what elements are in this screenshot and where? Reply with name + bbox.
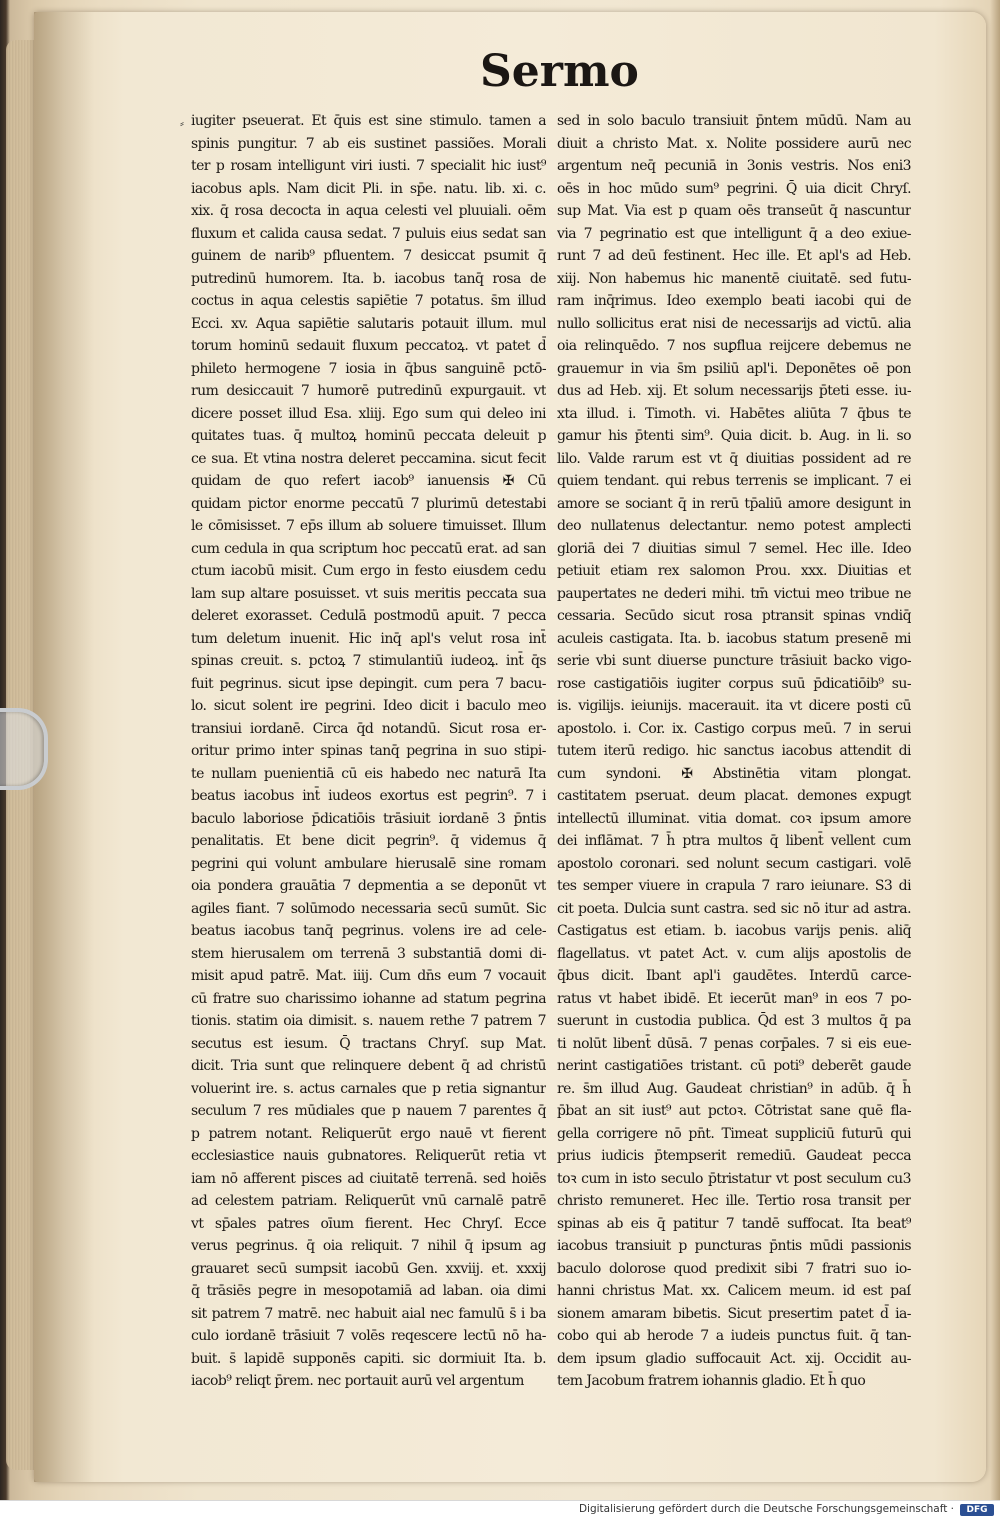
footer-credit: Digitalisierung gefördert durch die Deutsche Forschungsgemeinschaft · xyxy=(578,1503,954,1515)
text-line: aculeis castigata. Ita. b. iacobus statum presenē mi xyxy=(557,630,911,647)
text-line: rose castigatiōis iugiter corpus suū p̄dicatiōib⁹ su- xyxy=(557,675,911,692)
text-line: cobo qui ab herode 7 a iudeis punctus fuit. q̄ tan- xyxy=(557,1328,911,1344)
text-line: dicere posset illud Esa. xliij. Ego sum qui deleo ini xyxy=(191,405,546,422)
text-line: xix. q̄ rosa decocta in aqua celesti vel pluuiali. oēm xyxy=(191,203,546,219)
text-line: via 7 pegrinatio est que intelligunt q̄ a deo exiue- xyxy=(557,225,911,242)
text-line: spinis pungitur. 7 ab eis sustinet passiões. Morali xyxy=(191,135,546,152)
text-line: runt 7 ad deū festinent. Hec ille. Et apl's ad Heb. xyxy=(557,248,911,264)
page-heading: Sermo xyxy=(480,46,639,97)
text-line: oēs in hoc mūdo sum⁹ pegrini. Q̄ uia dicit Chryſ. xyxy=(557,180,911,197)
text-line: coctus in aqua celestis sapiētie 7 potatus. s̄m illud xyxy=(191,293,546,309)
page-clip-icon xyxy=(0,708,48,790)
text-line: ad celestem patriam. Reliquerūt vnū carnalē patrē xyxy=(191,1193,546,1209)
text-line: cum cedula in qua scriptum hoc peccatū erat. ad san xyxy=(191,540,546,557)
text-line: beatus iacobus tanq̄ pegrinus. volens ire ad cele- xyxy=(191,923,546,939)
text-line: quiem tendant. qui rebus terrenis se implicant. 7 ei xyxy=(557,473,911,489)
text-line: p patrem notant. Reliquerūt ergo nauē vt fierent xyxy=(191,1125,546,1142)
text-line: sed in solo baculo transiuit p̄ntem mūdū. Nam au xyxy=(557,113,911,129)
text-line: q̄ trāsiēs pegre in mesopotamiā ad laban. oia dimi xyxy=(191,1283,546,1299)
text-line: petiuit etiam rex salomon Prou. xxx. Diuitias et xyxy=(557,563,911,579)
text-line: is. vigilijs. ieiunijs. macerauit. ita vt dicere posti cū xyxy=(557,698,911,714)
text-line: nullo sollicitus erat nisi de necessarijs ad victū. alia xyxy=(557,315,911,332)
text-line: quidam pictor enorme peccatū 7 plurimū detestabi xyxy=(191,495,546,512)
text-line: tutem iterū redigo. hic sanctus iacobus attendit di xyxy=(557,743,911,759)
footer-bar xyxy=(0,1500,1000,1519)
text-line: Castigatus est etiam. b. iacobus varijs penis. aliq̄ xyxy=(557,923,911,939)
text-line: diuit a christo Mat. x. Nolite possidere aurū nec xyxy=(557,135,911,152)
text-line: ti nolūt libent̄ dūsā. 7 penas corp̄ales. 7 si eis eue- xyxy=(557,1035,911,1052)
text-line: amore se sociant q̄ in rerū tp̄aliū amore desigunt in xyxy=(557,495,911,512)
dfg-logo: DFG xyxy=(960,1504,994,1516)
text-line: argentum neq̄ pecuniā in 3onis vestris. Nos eni3 xyxy=(557,158,911,174)
text-line: nerint castigatiōes tristant. cū poti⁹ deberēt gaude xyxy=(557,1058,911,1074)
text-line: hanni christus Mat. xx. Calicem meum. id est paſ xyxy=(557,1283,911,1299)
text-line: ram inq̄rimus. Ideo exemplo beati iacobi qui de xyxy=(557,293,911,309)
text-line: phileto hermogene 7 iosia in q̄bus sanguinē pctō- xyxy=(191,360,546,377)
text-line: pegrini qui volunt ambulare hierusalē sine romam xyxy=(191,855,546,872)
text-line: spinas ab eis q̄ patitur 7 tandē suffocat. Ita beat⁹ xyxy=(557,1215,911,1232)
text-line: sup Mat. Via est p quam oēs transeūt q̄ nascuntur xyxy=(557,203,911,219)
text-line: lam sup altare posuisset. vt suis meritis peccata sua xyxy=(191,585,546,602)
text-line: suerunt in custodia publica. Q̄d est 3 multos q̄ pa xyxy=(557,1013,911,1029)
text-line: serie vbi sunt diuerse puncture trāsiuit backo vigo- xyxy=(557,653,911,669)
text-line: agiles fiant. 7 solūmodo necessaria secū sumūt. Sic xyxy=(191,900,546,917)
text-line: le cōmisisset. 7 ep̄s illum ab soluere timuisset. Illum xyxy=(191,518,546,534)
text-line: lo. sicut solent ire pegrini. Ideo dicit i baculo meo xyxy=(191,698,546,714)
text-line: iacobus apls. Nam dicit Pli. in sp̄e. natu. lib. xi. c. xyxy=(191,180,546,197)
text-line: cum syndoni. ✠ Abstinētia vitam plongat. xyxy=(557,765,911,782)
text-line: dei inflāmat. 7 h̄ ptra multos q̄ libent̄ vellent cum xyxy=(557,833,911,849)
text-line: oritur primo inter spinas tanq̄ pegrina in suo stipi- xyxy=(191,743,546,759)
text-line: castitatem pseruat. deum placat. demones expugt xyxy=(557,788,911,804)
text-line: oia relinquēdo. 7 nos suꝑflua reijcere debemus ne xyxy=(557,338,911,354)
text-line: ratus vt habet ibidē. Et iecerūt man⁹ in eos 7 po- xyxy=(557,990,911,1007)
text-line: ter p rosam intelligunt viri iusti. 7 specialit hic iust⁹ xyxy=(191,158,546,174)
text-line: grauaret secū sumpsit iacobū Gen. xxviij. et. xxxij xyxy=(191,1260,546,1277)
text-line: ecclesiastice nauis gubnatores. Reliquerūt retia vt xyxy=(191,1148,546,1164)
text-line: re. s̄m illud Aug. Gaudeat christian⁹ in adūb. q̄ h̄ xyxy=(557,1080,911,1097)
text-line: penalitatis. Et bene dicit pegrin⁹. q̄ videmus q̄ xyxy=(191,833,546,849)
text-line: grauemur in via s̄m psiliū apl'i. Deponētes oē pon xyxy=(557,360,911,377)
text-line: Ecci. xv. Aqua sapiētie salutaris potauit illum. mul xyxy=(191,315,546,332)
text-line: fluxum et calida causa sedat. 7 puluis eius sedat san xyxy=(191,225,546,242)
text-line: cessaria. Secūdo sicut rosa ptransit spinas vndiq̄ xyxy=(557,608,911,624)
text-line: xta illud. i. Timoth. vi. Habētes aliūta 7 q̄bus te xyxy=(557,405,911,422)
text-line: dicit. Tria sunt que relinquere debent q̄ ad christū xyxy=(191,1058,546,1074)
text-line: flagellatus. vt patet Act. v. cum alijs apostolis de xyxy=(557,945,911,962)
text-line: intellectū illuminat. vitia domat. coꝛ ipsum amore xyxy=(557,810,911,827)
text-line: vt sp̄ales patres oīum fierent. Hec Chryſ. Ecce xyxy=(191,1215,546,1232)
text-line: spinas creuit. s. pctoꝝ 7 stimulantiū iudeoꝝ. int̄ q̄s xyxy=(191,653,546,669)
text-line: misit apud patrē. Mat. iiij. Cum dn̄s eum 7 vocauit xyxy=(191,968,546,984)
text-line: fuit pegrinus. sicut ipse depingit. cum pera 7 bacu- xyxy=(191,675,546,692)
text-line: p̄bat an sit iust⁹ aut pctoꝛ. Cōtristat sane quē fla- xyxy=(557,1103,911,1119)
text-line: gloriā dei 7 diuitias simul 7 semel. Hec ille. Ideo xyxy=(557,540,911,557)
text-line: sit patrem 7 matrē. nec habuit aial nec famulū s̄ i ba xyxy=(191,1305,546,1322)
text-line: rum desiccauit 7 humorē putredinū expurgauit. vt xyxy=(191,383,546,399)
text-line: q̄bus dicit. Ibant apl'i gaudētes. Interdū carce- xyxy=(557,968,911,984)
text-line: baculo dolorose quod predixit sibi 7 fratri suo io- xyxy=(557,1260,911,1277)
text-line: dem ipsum gladio suffocauit Act. xij. Occidit au- xyxy=(557,1350,911,1367)
text-line: toꝛ cum in isto seculo p̄tristatur vt post seculum cu3 xyxy=(557,1170,911,1187)
text-line: iugiter pseuerat. Et q̄uis est sine stimulo. tamen a xyxy=(191,113,546,129)
text-line: beatus iacobus int̄ iudeos exortus est pegrin⁹. 7 i xyxy=(191,788,546,804)
text-column-left xyxy=(191,110,546,1393)
text-line: deleret exorasset. Cedulā postmodū apuit. 7 pecca xyxy=(191,608,546,624)
text-line: verus pegrinus. q̄ oia reliquit. 7 nihil q̄ ipsum ag xyxy=(191,1238,546,1254)
text-column-right xyxy=(557,110,911,1393)
text-line: xiij. Non habemus hic manentē ciuitatē. sed futu- xyxy=(557,270,911,287)
text-line: sionem amaram bibetis. Sicut presertim patet d̄ ia- xyxy=(557,1305,911,1322)
text-line: torum hominū sedauit fluxum peccatoꝝ. vt patet d̄ xyxy=(191,338,546,354)
text-line: seculum 7 res mūdiales que p nauem 7 parentes q̄ xyxy=(191,1103,546,1119)
text-line: apostolo coronari. sed nolunt secum castigari. volē xyxy=(557,855,911,872)
text-line: quidam de quo refert iacob⁹ ianuensis ✠ Cū xyxy=(191,473,546,489)
text-line: baculo laboriose p̄dicatiōis trāsiuit iordanē 3 p̄ntis xyxy=(191,810,546,827)
text-line: putredinū humorem. Ita. b. iacobus tanq̄ rosa de xyxy=(191,270,546,287)
text-line: cit poeta. Dulcia sunt castra. sed sic nō itur ad astra. xyxy=(557,900,911,917)
text-line: te nullam puenientiā cū eis habedo nec naturā Ita xyxy=(191,765,546,782)
text-line: iacobus transiuit p puncturas p̄ntis mūdi passionis xyxy=(557,1238,911,1254)
text-line: stem hierusalem om terrenā 3 substantiā domi di- xyxy=(191,945,546,962)
text-line: gella corrigere nō pn̄t. Timeat suppliciū futurū qui xyxy=(557,1125,911,1142)
text-line: lilo. Valde rarum est vt q̄ diuitias possident ad re xyxy=(557,450,911,467)
text-line: tum deletum inuenit. Hic inq̄ apl's velut rosa int̄ xyxy=(191,630,546,647)
text-line: iam nō afferent pisces ad ciuitatē terrenā. sed hoiēs xyxy=(191,1170,546,1187)
text-line: christo remuneret. Hec ille. Tertio rosa transit per xyxy=(557,1193,911,1209)
text-line: quitates tuas. q̄ multoꝝ hominū peccata deleuit p xyxy=(191,428,546,444)
text-line: dus ad Heb. xij. Et solum necessarijs p̄teti esse. iu- xyxy=(557,383,911,399)
text-line: tes semper viuere in crapula 7 raro ieiunare. S3 di xyxy=(557,878,911,894)
text-line: paupertates ne dederi mihi. tm̄ victui meo tribue ne xyxy=(557,585,911,602)
text-line: voluerint ire. s. actus carnales que p retia signantur xyxy=(191,1080,546,1097)
text-line: secutus est iesum. Q̄ tractans Chryſ. sup Mat. xyxy=(191,1035,546,1052)
text-line: tem Jacobum fratrem iohannis gladio. Et h̄ quo xyxy=(557,1373,866,1389)
text-line: tionis. statim oia dimisit. s. nauem rethe 7 patrem 7 xyxy=(191,1013,546,1029)
text-line: guinem de narib⁹ pfluentem. 7 desiccat psumit q̄ xyxy=(191,248,546,264)
text-line: ce sua. Et vtina nostra deleret peccamina. sicut fecit xyxy=(191,450,546,467)
text-line: apostolo. i. Cor. ix. Castigo corpus meū. 7 in serui xyxy=(557,720,911,737)
text-line: prius iudicis p̄tempserit remediū. Gaudeat pecca xyxy=(557,1148,911,1164)
text-line: gamur his p̄tenti sim⁹. Quia dicit. b. Aug. in li. so xyxy=(557,428,911,444)
text-line: cū fratre suo charissimo iohanne ad statum pegrina xyxy=(191,990,546,1007)
text-line: deo nullatenus delectantur. nemo potest amplecti xyxy=(557,518,911,534)
text-line: buit. s̄ lapidē supponēs capiti. sic dormiuit Ita. b. xyxy=(191,1350,546,1367)
text-line: culo iordanē trāsiuit 7 volēs reqescere lectū nō ha- xyxy=(191,1328,546,1344)
text-line: transiui iordanē. Circa q̄d notandū. Sicut rosa er- xyxy=(191,720,546,737)
text-line: ctum iacobū misit. Cum ergo in festo eiusdem cedu xyxy=(191,563,546,579)
text-line: oia pondera grauātia 7 depmentia a se deponūt vt xyxy=(191,878,546,894)
marginal-mark: ⸗ xyxy=(180,116,184,130)
text-line: iacob⁹ reliqt p̄rem. nec portauit aurū vel argentum xyxy=(191,1373,524,1389)
